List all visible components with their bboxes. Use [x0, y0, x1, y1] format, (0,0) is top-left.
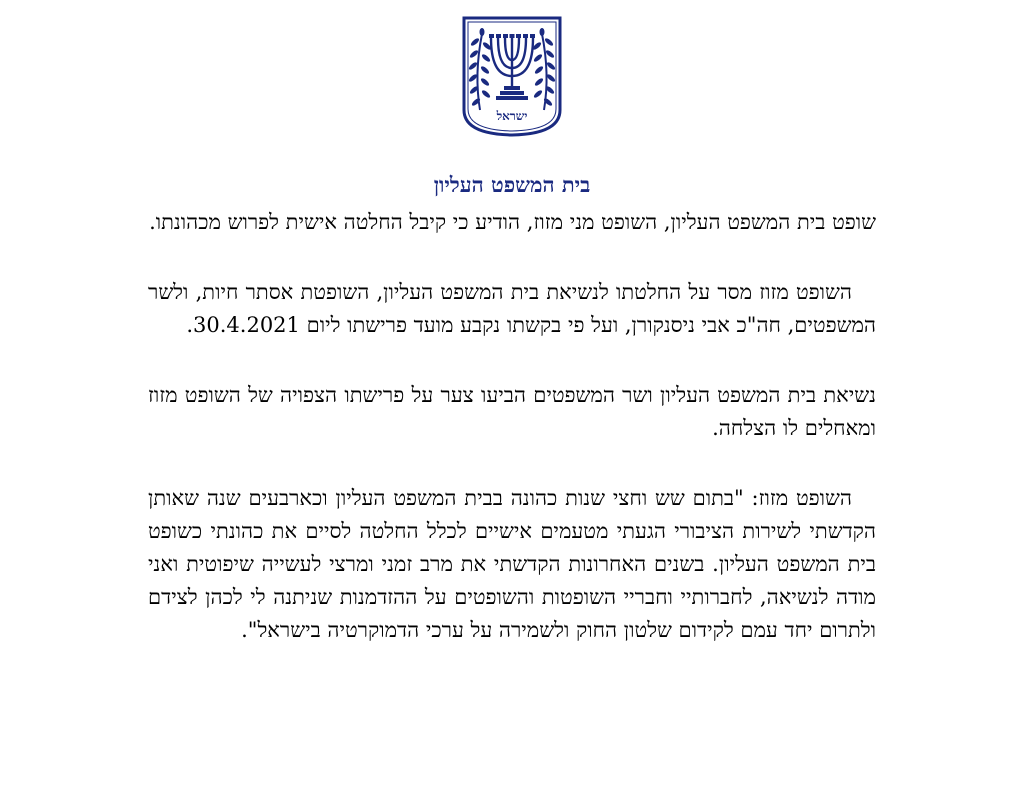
state-of-israel-emblem-icon	[460, 14, 564, 138]
emblem-text: ישראל	[496, 109, 528, 123]
paragraph-1: שופט בית המשפט העליון, השופט מני מזוז, הודיע כי קיבל החלטה אישית לפרוש מכהונתו.	[149, 210, 876, 234]
state-emblem	[460, 14, 564, 138]
paragraph-3: נשיאת בית המשפט העליון ושר המשפטים הביעו צער על פרישתו הצפויה של השופט מזוז ומאחלים לו הצלחה.	[148, 383, 876, 440]
page-title: בית המשפט העליון	[433, 172, 591, 197]
paragraph-2: השופט מזוז מסר על החלטתו לנשיאת בית המשפט העליון, השופטת אסתר חיות, ולשר המשפטים, חה"כ אבי ניסנקורן, ועל פי בקשתו נקבע מועד פרישתו ליום 30.4.2021.	[148, 280, 876, 337]
paragraph-4: השופט מזוז: "בתום שש וחצי שנות כהונה בבית המשפט העליון וכארבעים שנה שאותן הקדשתי לשירות הציבורי הגעתי מטעמים אישיים לכלל החלטה לסיים את כהונתי כשופט בית המשפט העליון. בשנים האחרונות הקדשתי את מרב זמני ומרצי לעשייה שיפוטית ואני מודה לנשיאה, לחברותיי וחבריי השופטות והשופטים על ההזדמנות שניתנה לי לכהן לצידם ולתרום יחד עמם לקידום שלטון החוק ולשמירה על ערכי הדמוקרטיה בישראל".	[148, 486, 876, 642]
document-body	[148, 206, 876, 647]
